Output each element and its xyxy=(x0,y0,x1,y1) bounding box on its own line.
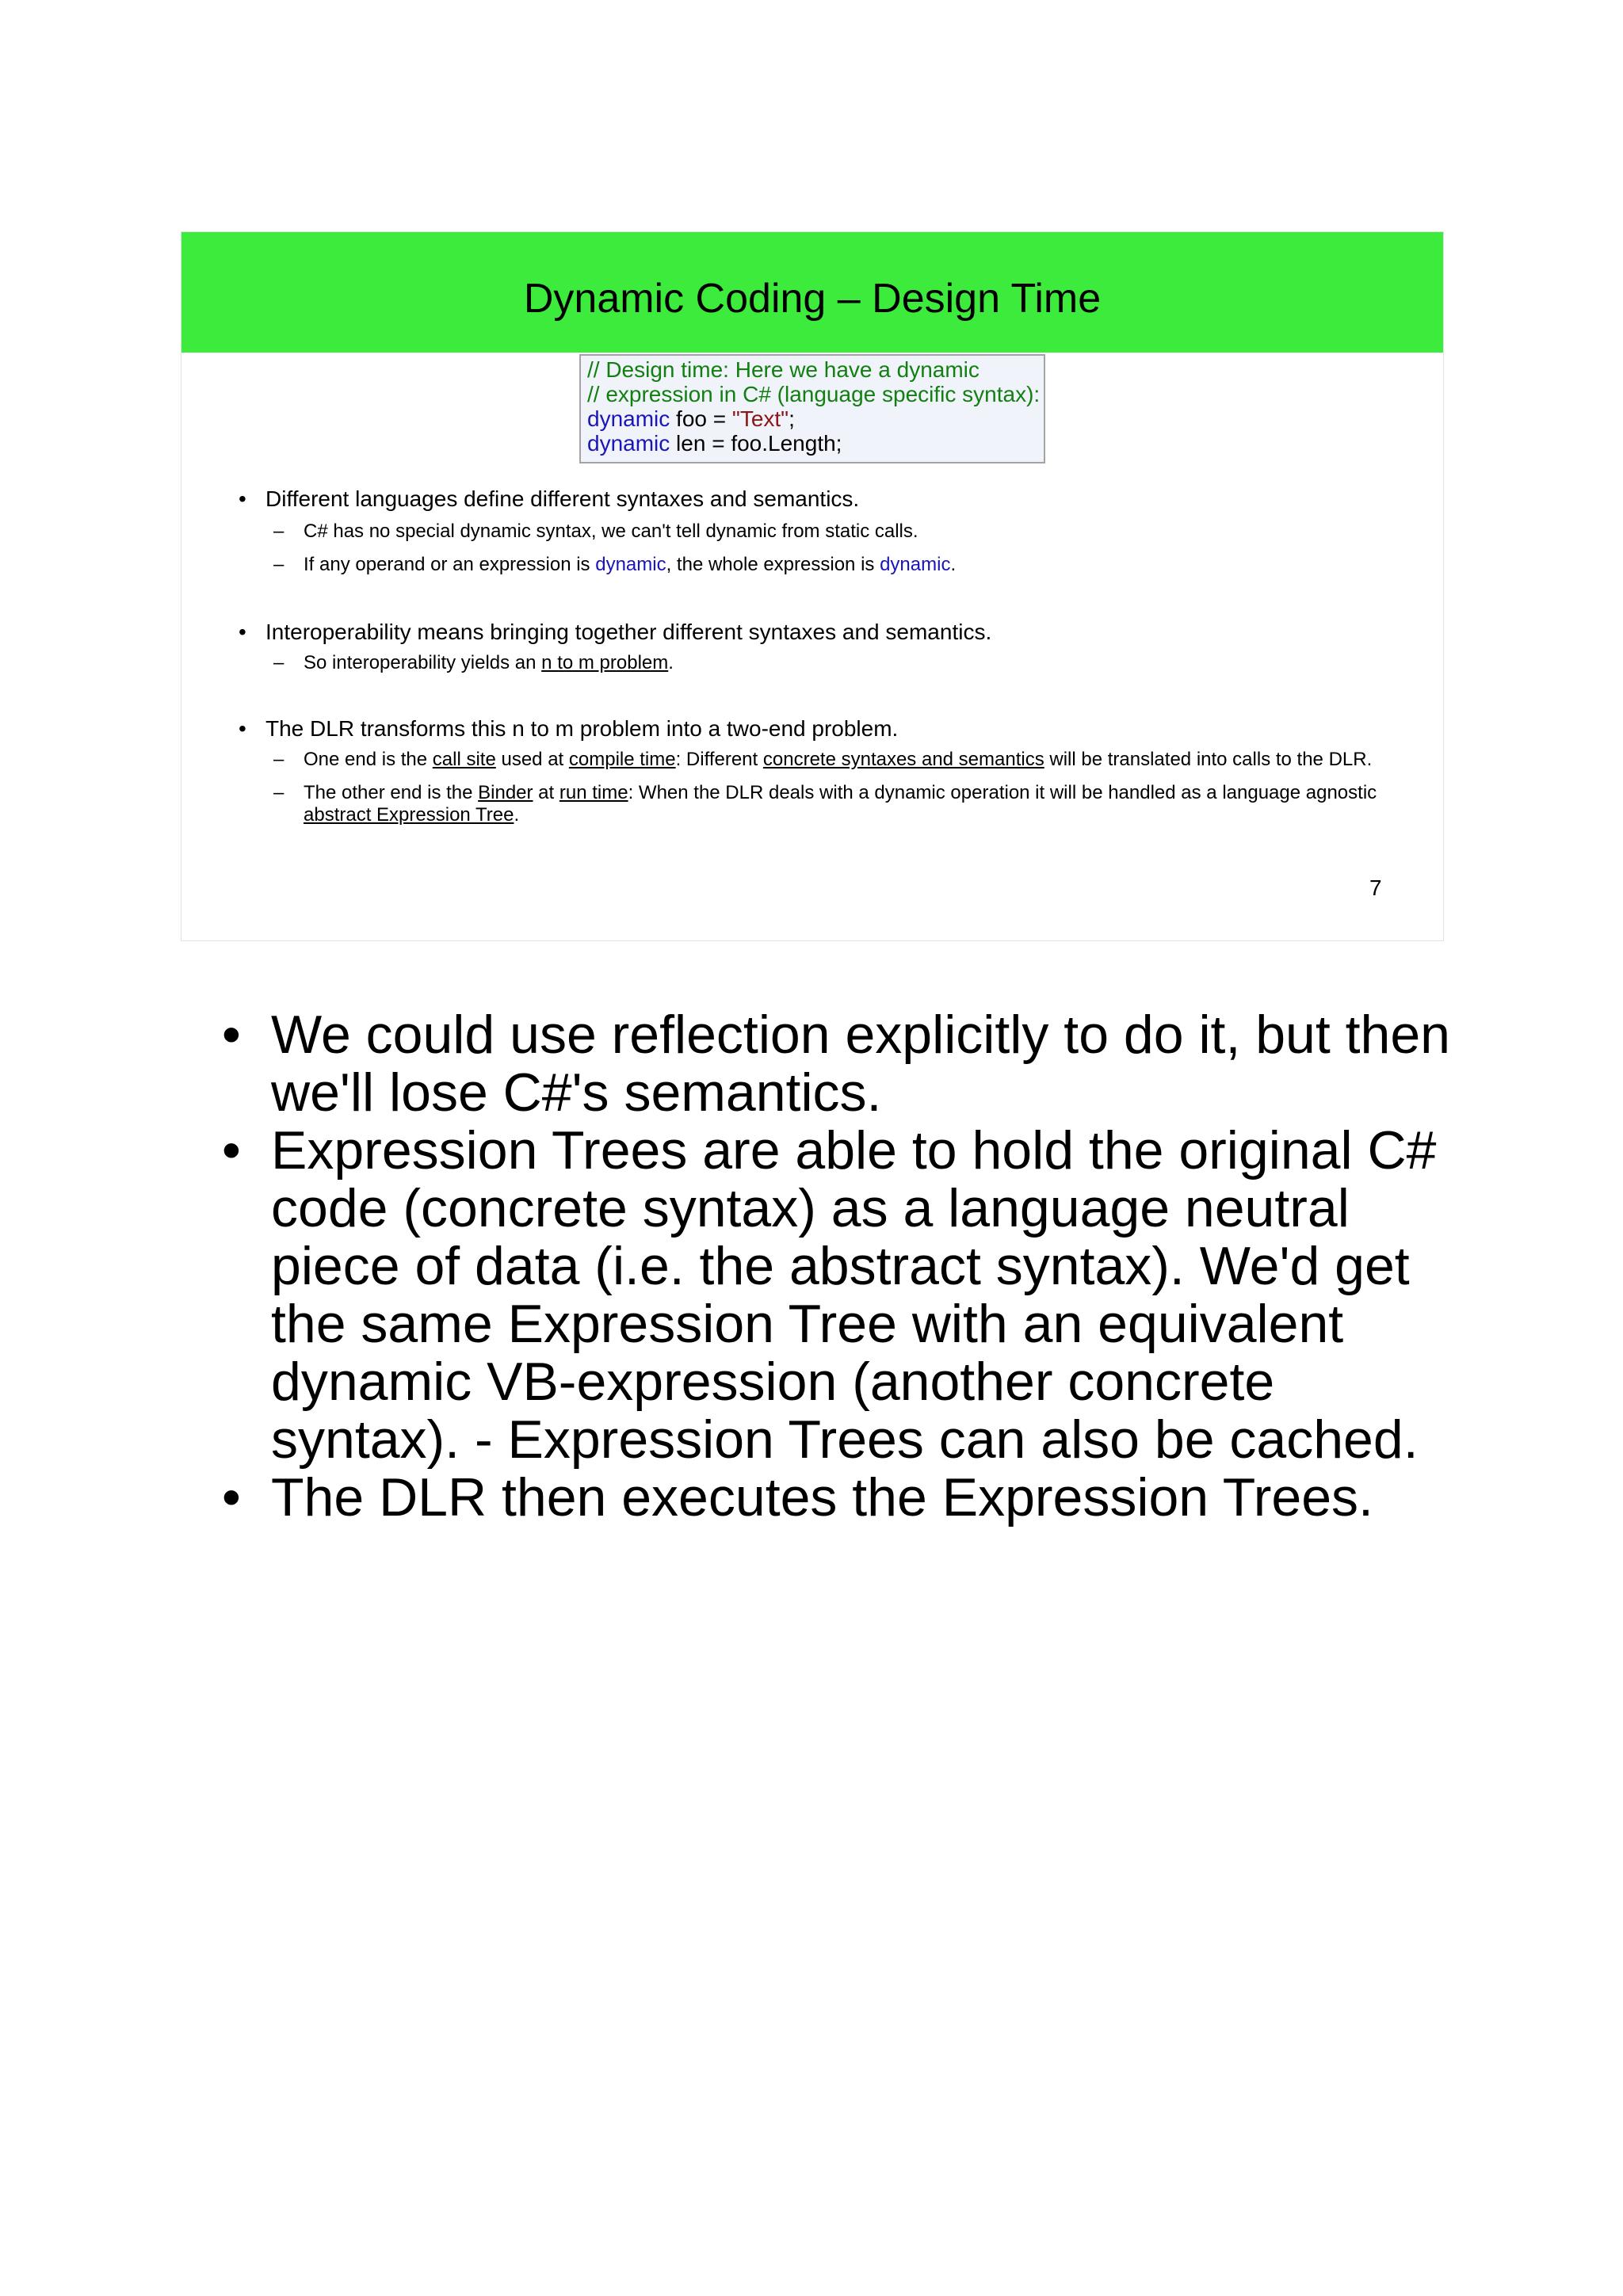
note-item xyxy=(222,1122,1458,1469)
sub-bullet-text: So interoperability yields an xyxy=(304,652,542,673)
code-string: "Text" xyxy=(731,406,789,431)
slide-header xyxy=(181,232,1443,353)
bullet-item xyxy=(229,619,1418,646)
dash-icon: – xyxy=(273,554,285,575)
keyword-text: dynamic xyxy=(595,554,666,575)
sub-bullet-text: will be translated into calls to the DLR. xyxy=(1044,749,1373,770)
code-comment-line: // expression in C# (language specific syntax): xyxy=(587,382,1041,406)
sub-bullet-text: One end is the xyxy=(304,749,433,770)
bullet-item xyxy=(229,715,1418,742)
sub-bullet-item xyxy=(229,521,1418,543)
slide-title: Dynamic Coding – Design Time xyxy=(523,276,1102,322)
sub-bullet-text: . xyxy=(950,554,957,575)
dash-icon: – xyxy=(273,652,285,673)
note-text: The DLR then executes the Expression Trees. xyxy=(271,1467,1373,1527)
dash-icon: – xyxy=(273,782,285,803)
sub-bullet-item xyxy=(229,782,1418,826)
sub-bullet-text: used at xyxy=(495,749,569,770)
sub-bullet-item xyxy=(229,554,1418,576)
bullet-text: Interoperability means bringing together different syntaxes and semantics. xyxy=(265,620,992,644)
sub-bullet-text: : When the DLR deals with a dynamic operation it will be handled as a language agnostic xyxy=(628,782,1377,803)
keyword-text: dynamic xyxy=(880,554,951,575)
bullet-dot-icon: • xyxy=(239,716,246,741)
bullet-item xyxy=(229,486,1418,513)
underlined-term: n to m problem xyxy=(541,652,669,673)
sub-bullet-text: If any operand or an expression is xyxy=(304,554,596,575)
speaker-notes xyxy=(222,1006,1458,1527)
code-text: ; xyxy=(789,406,795,431)
bullet-text: Different languages define different syntaxes and semantics. xyxy=(265,486,860,511)
sub-bullet-text: , the whole expression is xyxy=(666,554,880,575)
slide xyxy=(181,231,1444,941)
sub-bullet-text: C# has no special dynamic syntax, we can't tell dynamic from static calls. xyxy=(304,521,918,542)
bullet-dot-icon: • xyxy=(239,620,246,644)
sub-bullet-text: at xyxy=(533,782,559,803)
slide-bullets xyxy=(229,486,1418,826)
dash-icon: – xyxy=(273,521,285,542)
bullet-text: The DLR transforms this n to m problem into a two-end problem. xyxy=(265,716,899,741)
underlined-term: Binder xyxy=(478,782,533,803)
code-comment-line: // Design time: Here we have a dynamic xyxy=(587,357,980,382)
bullet-dot-icon: • xyxy=(222,1120,241,1180)
underlined-term: run time xyxy=(559,782,628,803)
sub-bullet-text: The other end is the xyxy=(304,782,479,803)
code-snippet xyxy=(579,354,1045,463)
page-number: 7 xyxy=(1369,875,1382,900)
code-text: foo = xyxy=(670,406,732,431)
note-text: Expression Trees are able to hold the original C# code (concrete syntax) as a language neutral piece of data (i.e. the abstract syntax). We'd get the same Expression Tree with an equivalent dynamic VB-expression (another concrete syntax). - Expression Trees can also be cached. xyxy=(271,1120,1437,1470)
code-keyword: dynamic xyxy=(587,406,670,431)
sub-bullet-text: : Different xyxy=(675,749,763,770)
bullet-dot-icon: • xyxy=(222,1467,241,1527)
sub-bullet-item xyxy=(229,749,1418,771)
underlined-term: call site xyxy=(432,749,496,770)
note-item xyxy=(222,1469,1458,1527)
bullet-dot-icon: • xyxy=(222,1005,241,1065)
underlined-term: compile time xyxy=(568,749,676,770)
bullet-dot-icon: • xyxy=(239,486,246,511)
sub-bullet-item xyxy=(229,652,1418,674)
note-item xyxy=(222,1006,1458,1122)
sub-bullet-text: . xyxy=(514,804,520,826)
note-text: We could use reflection explicitly to do it, but then we'll lose C#'s semantics. xyxy=(271,1005,1450,1123)
underlined-term: concrete syntaxes and semantics xyxy=(762,749,1044,770)
underlined-term: abstract Expression Tree xyxy=(304,804,514,826)
dash-icon: – xyxy=(273,749,285,770)
code-keyword: dynamic xyxy=(587,431,670,456)
sub-bullet-text: . xyxy=(668,652,674,673)
code-text: len = foo.Length; xyxy=(670,431,842,456)
